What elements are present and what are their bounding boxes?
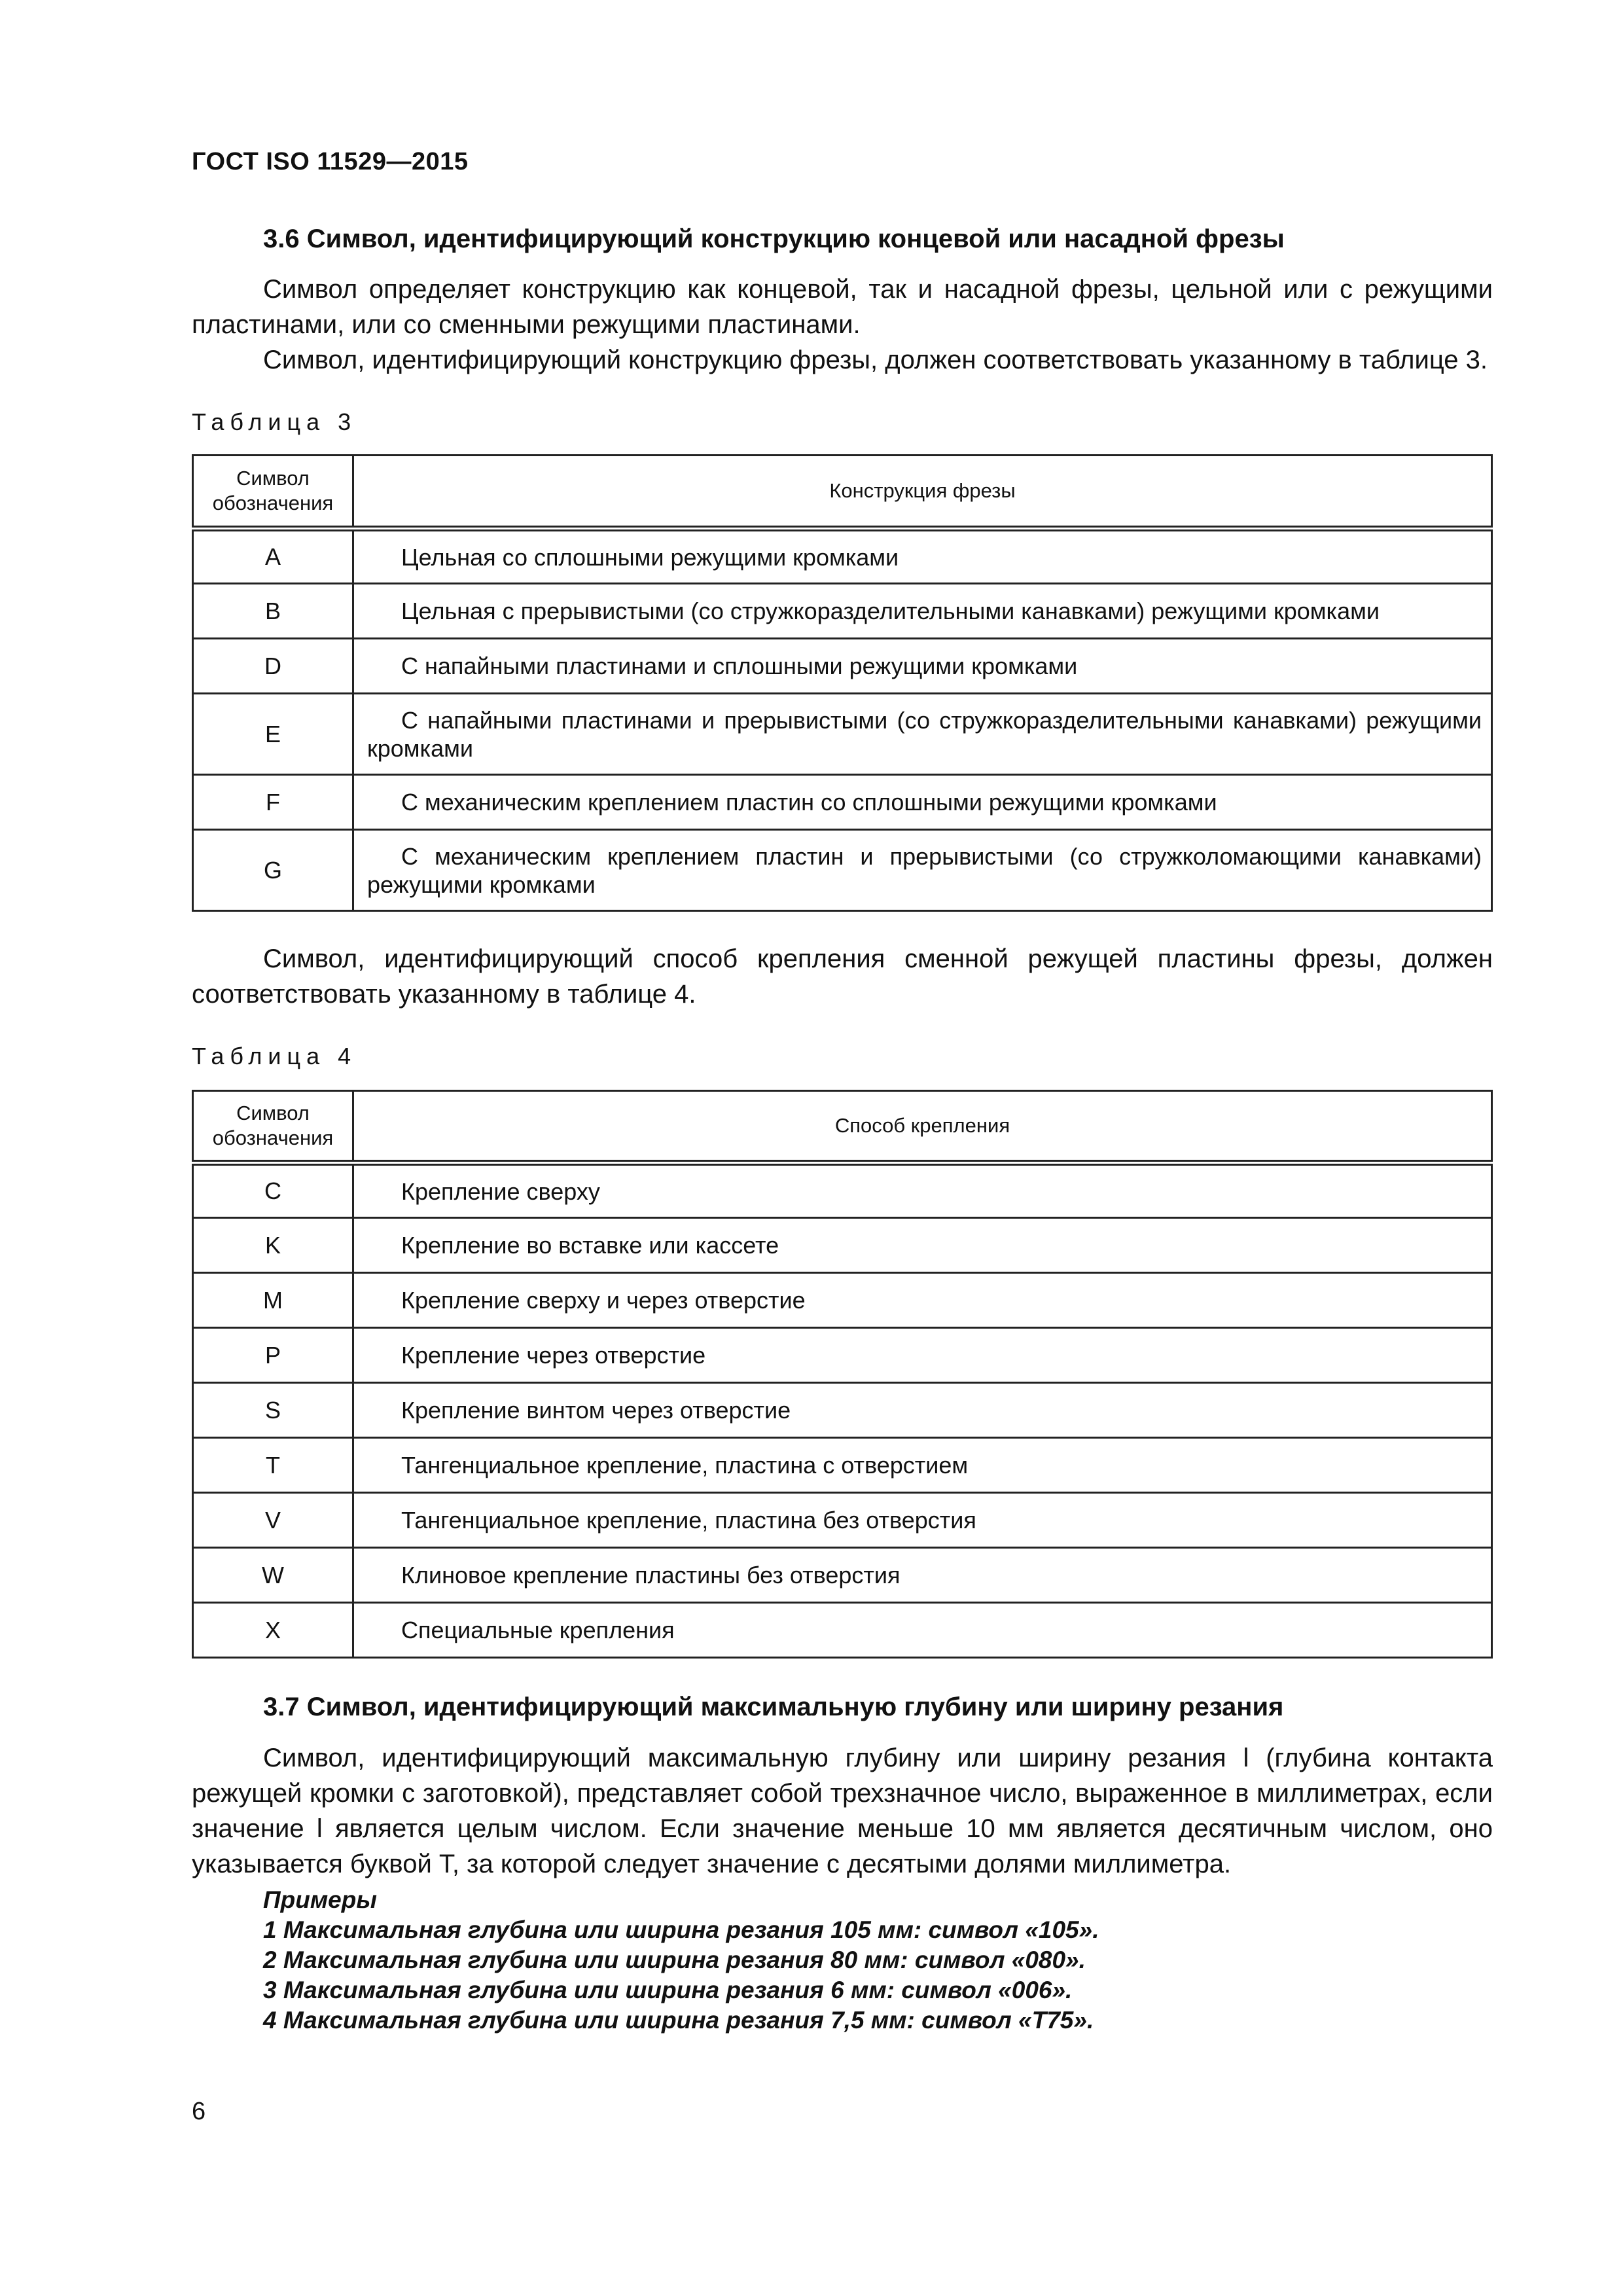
table-row [193,1383,1492,1438]
table-row [193,694,1492,775]
document-header: ГОСТ ISO 11529—2015 [192,148,469,175]
table-3-description-text: С механическим креплением пластин со сплошными режущими кромками [401,789,1217,816]
table-4-description-cell [353,1163,1492,1218]
table-3-symbol-cell: A [193,529,353,584]
examples-block [263,1885,1493,2036]
table-4-symbol-cell: X [193,1603,353,1658]
table-4-description-text: Специальные крепления [401,1617,675,1643]
table-4-symbol-cell: W [193,1548,353,1603]
table-row [193,1218,1492,1273]
table-3-description-text: Цельная со сплошными режущими кромками [401,543,899,571]
table-3-description-cell [353,639,1492,694]
section-3-6-paragraph-1 [192,272,1493,342]
table-row [193,1493,1492,1548]
table-4-symbol-cell: C [193,1163,353,1218]
table-3-header-symbol: Символ обозначения [193,456,353,529]
table-3-description-cell [353,775,1492,830]
table-4-description-text: Крепление сверху и через отверстие [401,1287,806,1314]
table-3-symbol-cell: G [193,830,353,911]
table-3-description-text: С напайными пластинами и сплошными режущими кромками [401,653,1078,679]
example-item: 1 Максимальная глубина или ширина резания 105 мм: символ «105». [263,1916,1099,1943]
table-4-description-text: Тангенциальное крепление, пластина с отверстием [401,1452,969,1479]
table-row [193,529,1492,584]
table-4-symbol-cell: P [193,1328,353,1383]
table-3-symbol-cell: E [193,694,353,775]
table-4-description-cell [353,1383,1492,1438]
table-4 [192,1090,1493,1659]
table-3-symbol-cell: F [193,775,353,830]
table-3-description-cell [353,830,1492,911]
table-4-symbol-cell: V [193,1493,353,1548]
table-4-header-mounting: Способ крепления [353,1091,1492,1163]
between-tables-paragraph-text: Символ, идентифицирующий способ крепления сменной режущей пластины фрезы, должен соответствовать указанному в таблице 4. [192,944,1493,1009]
table-row [193,1548,1492,1603]
table-row [193,775,1492,830]
table-4-symbol-cell: T [193,1438,353,1493]
table-3-description-text: С механическим креплением пластин и прерывистыми (со стружколомающими канавками) режущими кромками [367,842,1482,898]
table-4-header-row [193,1091,1492,1163]
table-row [193,830,1492,911]
table-row [193,639,1492,694]
table-3-description-cell [353,694,1492,775]
table-3-description-text: Цельная с прерывистыми (со стружкоразделительными канавками) режущими кромками [401,598,1380,624]
section-3-6-paragraph-1-text: Символ определяет конструкцию как концевой, так и насадной фрезы, цельной или с режущими пластинами, или со сменными режущими пластинами. [192,275,1493,339]
table-4-description-cell [353,1328,1492,1383]
table-row [193,1273,1492,1328]
table-3-description-cell [353,529,1492,584]
table-4-symbol-cell: K [193,1218,353,1273]
table-4-description-cell [353,1438,1492,1493]
example-item: 3 Максимальная глубина или ширина резания 6 мм: символ «006». [263,1977,1073,2003]
section-3-7-paragraph-text: Символ, идентифицирующий максимальную глубину или ширину резания l (глубина контакта режущей кромки с заготовкой), представляет собой трехзначное число, выраженное в миллиметрах, если значение l является целым числом. Если значение меньше 10 мм является десятичным числом, оно указывается буквой T, за которой следует значение с десятыми долями миллиметра. [192,1744,1493,1878]
table-4-description-text: Тангенциальное крепление, пластина без отверстия [401,1507,976,1534]
table-3 [192,454,1493,912]
table-4-description-text: Крепление сверху [401,1177,600,1205]
table-4-description-cell [353,1218,1492,1273]
between-tables-paragraph [192,941,1493,1012]
table-3-header-row [193,456,1492,529]
table-4-description-cell [353,1548,1492,1603]
table-4-symbol-cell: S [193,1383,353,1438]
table-3-caption: Таблица 3 [192,408,357,435]
example-item: 4 Максимальная глубина или ширина резания 7,5 мм: символ «T75». [263,2007,1094,2034]
page-number: 6 [192,2098,206,2125]
table-row [193,1163,1492,1218]
section-3-7-heading: 3.7 Символ, идентифицирующий максимальную глубину или ширину резания [263,1693,1284,1721]
table-4-description-cell [353,1273,1492,1328]
table-4-description-text: Крепление через отверстие [401,1342,706,1369]
table-row [193,1328,1492,1383]
table-3-symbol-cell: B [193,584,353,639]
section-3-6-paragraph-2 [192,342,1493,378]
table-3-description-cell [353,584,1492,639]
table-3-description-text: С напайными пластинами и прерывистыми (со стружкоразделительными канавками) режущими кромками [367,706,1482,762]
table-4-header-symbol: Символ обозначения [193,1091,353,1163]
section-3-6-paragraph-2-text: Символ, идентифицирующий конструкцию фрезы, должен соответствовать указанному в таблице 3. [263,346,1488,374]
examples-title: Примеры [263,1886,377,1913]
table-4-description-text: Крепление винтом через отверстие [401,1397,791,1424]
section-3-7-paragraph [192,1740,1493,1882]
table-4-symbol-cell: M [193,1273,353,1328]
section-3-6-heading: 3.6 Символ, идентифицирующий конструкцию концевой или насадной фрезы [263,224,1285,253]
table-4-description-text: Клиновое крепление пластины без отверстия [401,1562,901,1588]
table-3-symbol-cell: D [193,639,353,694]
table-4-description-text: Крепление во вставке или кассете [401,1232,779,1259]
example-item: 2 Максимальная глубина или ширина резания 80 мм: символ «080». [263,1946,1086,1973]
table-4-description-cell [353,1493,1492,1548]
table-4-description-cell [353,1603,1492,1658]
table-row [193,584,1492,639]
table-row [193,1438,1492,1493]
table-4-caption: Таблица 4 [192,1043,357,1069]
table-3-header-construction: Конструкция фрезы [353,456,1492,529]
table-row [193,1603,1492,1658]
